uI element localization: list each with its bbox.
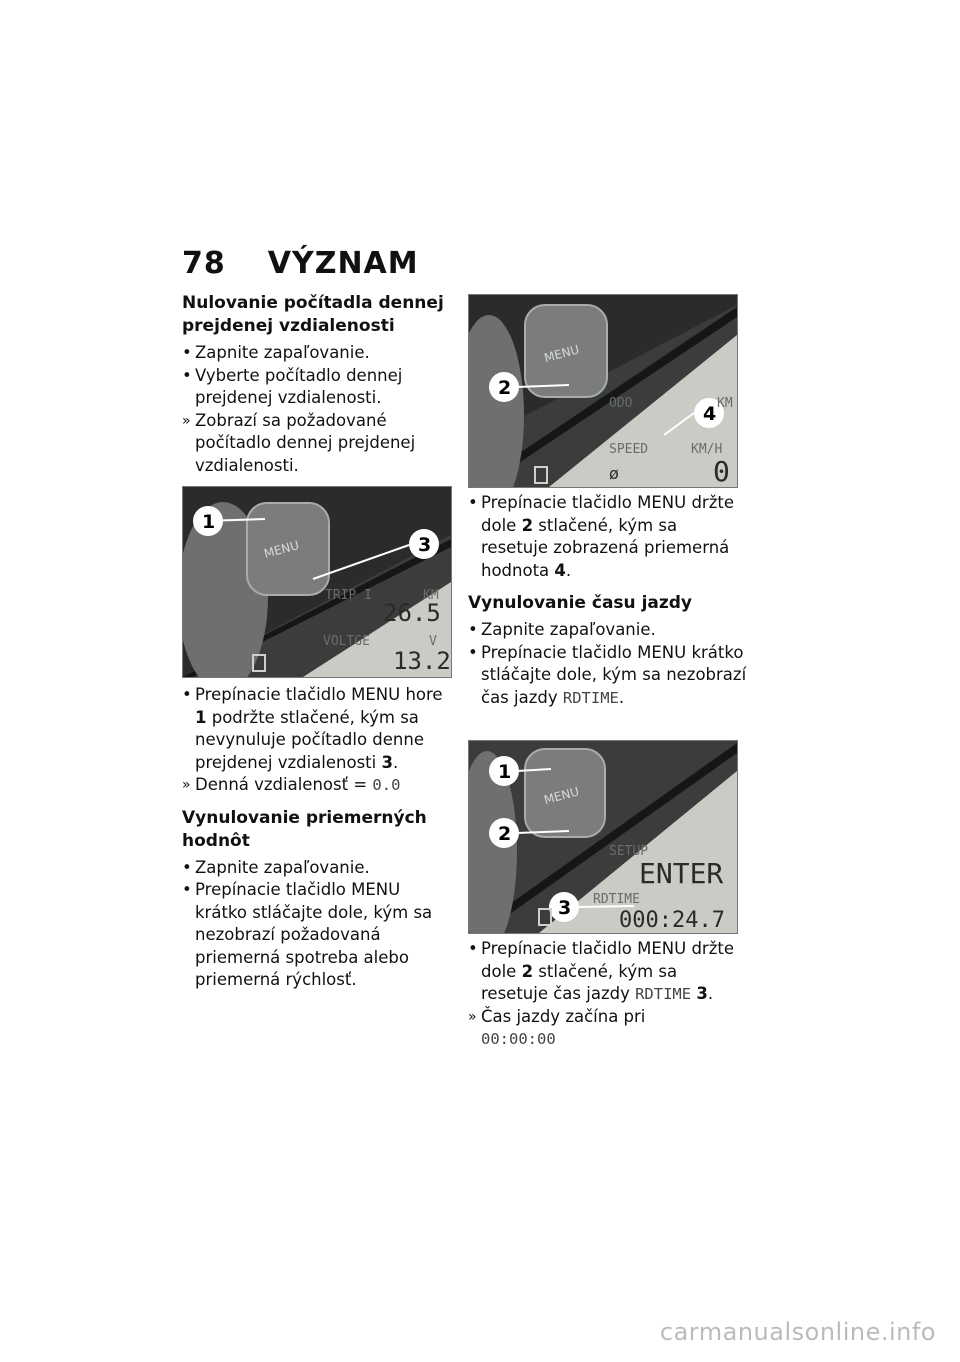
- lcd-label: SPEED: [609, 442, 649, 457]
- lcd-label: SETUP: [609, 844, 649, 859]
- figure-speed-display: [468, 294, 738, 488]
- menu-button-label: MENU: [542, 342, 581, 366]
- left-column: [182, 292, 454, 477]
- callout-2: 2: [498, 377, 512, 399]
- ref-number: 3: [381, 752, 393, 772]
- steps-list: [182, 857, 454, 992]
- text: .: [618, 687, 625, 707]
- result-item: [468, 1006, 748, 1051]
- text: .: [392, 752, 399, 772]
- text: stlačené, kým sa resetuje zobrazená priemerná hodnota: [481, 515, 730, 580]
- lcd-label: VOLTGE: [323, 634, 370, 649]
- step-item: • Vyberte počítadlo dennej prejdenej vzdialenosti.: [182, 365, 454, 410]
- ref-number: 2: [521, 515, 534, 535]
- mono-value: RDTIME: [635, 985, 692, 1003]
- menu-button-label: MENU: [262, 538, 301, 561]
- avg-symbol: ø: [609, 464, 619, 483]
- right-column-lower: [468, 938, 748, 1051]
- text: .: [565, 560, 572, 580]
- text: podržte stlačené, kým sa nevynuluje počítadlo denne prejdenej vzdialenosti: [195, 707, 424, 772]
- lcd-unit: KM: [717, 396, 733, 411]
- steps-list: [182, 342, 454, 477]
- steps-list: [468, 619, 748, 709]
- text: Prepínacie tlačidlo MENU hore: [195, 685, 443, 704]
- callout-3: 3: [558, 897, 572, 919]
- left-column-lower: [182, 684, 454, 992]
- page-header: [182, 246, 419, 281]
- page-number: 78: [182, 246, 226, 281]
- lcd-label: ODO: [609, 396, 633, 411]
- result-item: [182, 774, 454, 797]
- chapter-title: VÝZNAM: [267, 246, 419, 281]
- text: Prepínacie tlačidlo MENU krátko stláčajte dole, kým sa nezobrazí čas jazdy: [481, 642, 747, 707]
- text: Čas jazdy začína pri: [481, 1006, 646, 1026]
- callout-1: 1: [202, 511, 216, 533]
- mono-value: 0.0: [372, 776, 401, 794]
- text: Denná vzdialenosť =: [195, 775, 373, 794]
- figure-ridetime-display: [468, 740, 738, 934]
- callout-2: 2: [498, 823, 512, 845]
- step-item: [468, 642, 748, 710]
- lcd-value: 13.2: [393, 647, 451, 675]
- section-title-reset-averages: Vynulovanie priemerných hodnôt: [182, 807, 427, 851]
- lcd-value: ENTER: [639, 857, 724, 890]
- steps-list: [468, 492, 748, 582]
- text: stlačené, kým sa resetuje čas jazdy: [481, 961, 678, 1003]
- lcd-unit: KM: [423, 588, 439, 603]
- steps-list: [182, 684, 454, 797]
- step-item: • Zapnite zapaľovanie.: [468, 619, 748, 642]
- step-item: [468, 938, 748, 1006]
- lcd-label: TRIP I: [325, 588, 372, 603]
- menu-button-label: MENU: [542, 784, 581, 808]
- callout-4: 4: [703, 403, 717, 425]
- step-item: [182, 684, 454, 774]
- lcd-unit: V: [429, 634, 437, 649]
- lcd-label: RDTIME: [593, 892, 640, 907]
- mono-value: 00:00:00: [481, 1030, 556, 1048]
- step-item: • Zapnite zapaľovanie.: [182, 342, 454, 365]
- ref-number: 1: [195, 707, 207, 727]
- section-title-reset-trip: Nulovanie počítadla dennej prejdenej vzdialenosti: [182, 293, 444, 336]
- mono-value: RDTIME: [562, 688, 619, 707]
- lcd-value: 0: [713, 455, 730, 487]
- lcd-unit: KM/H: [691, 442, 723, 457]
- callout-3: 3: [418, 534, 432, 556]
- ref-number: 2: [521, 961, 534, 981]
- lcd-value: 26.5: [383, 599, 441, 627]
- text: Prepínacie tlačidlo MENU držte dole: [481, 939, 734, 981]
- text: Prepínacie tlačidlo MENU držte dole: [481, 493, 734, 535]
- steps-list: [468, 938, 748, 1051]
- callout-1: 1: [498, 761, 512, 783]
- right-column: [468, 492, 748, 709]
- watermark: carmanualsonline.info: [659, 1318, 936, 1346]
- step-item: • Prepínacie tlačidlo MENU krátko stláčajte dole, kým sa nezobrazí požadovaná priemerná spotreba alebo priemerná rýchlosť.: [182, 879, 454, 992]
- text: .: [707, 984, 714, 1003]
- section-title-reset-ride-time: Vynulovanie času jazdy: [468, 593, 693, 613]
- step-item: • Zapnite zapaľovanie.: [182, 857, 454, 880]
- result-item: » Zobrazí sa požadované počítadlo dennej prejdenej vzdialenosti.: [182, 410, 454, 478]
- ref-number: 4: [554, 560, 566, 580]
- ref-number: 3: [696, 984, 708, 1003]
- figure-trip-display: [182, 486, 452, 678]
- step-item: [468, 492, 748, 582]
- lcd-value: 000:24.7: [619, 908, 725, 933]
